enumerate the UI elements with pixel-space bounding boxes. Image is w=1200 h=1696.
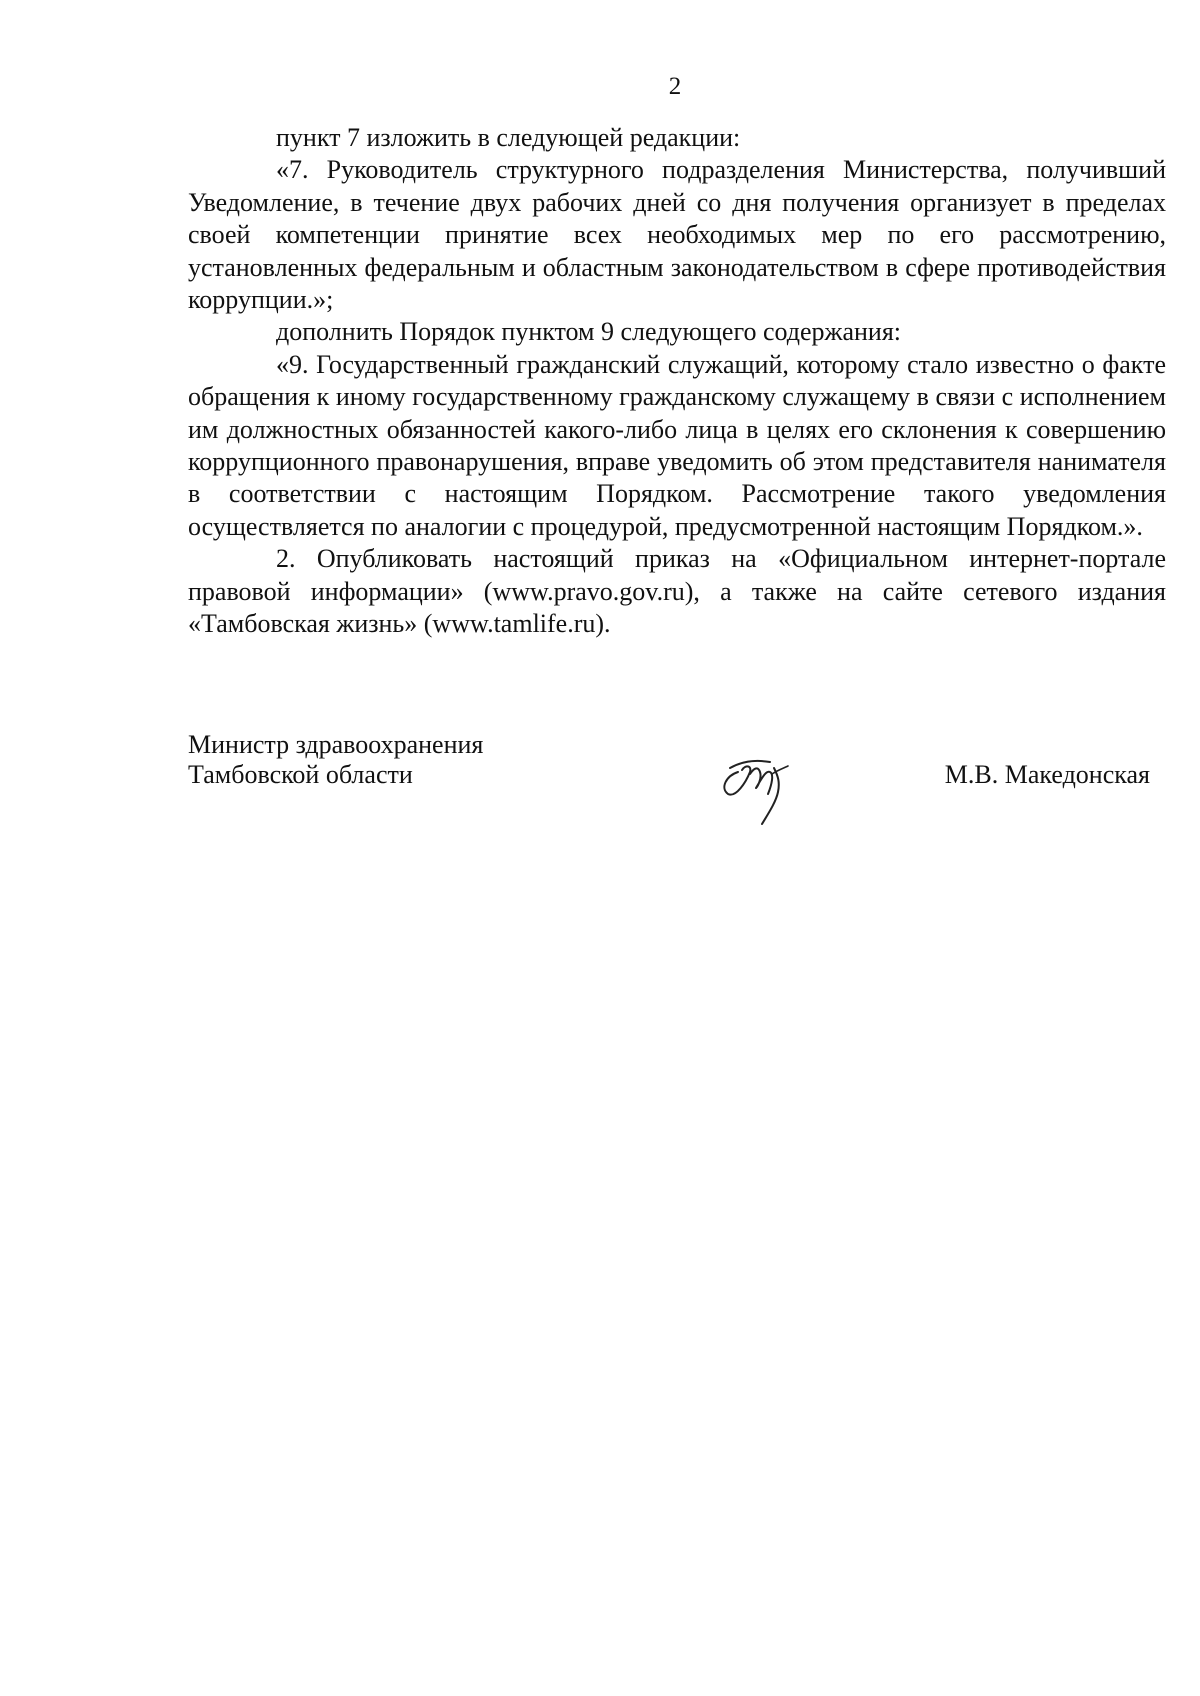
signer-position-line-2: Тамбовской области [188,760,413,789]
paragraph-amend-point-7: пункт 7 изложить в следующей редакции: [276,123,741,152]
signature-block [188,730,1166,860]
signer-name: М.В. Македонская [944,760,1150,789]
paragraph-add-point-9: дополнить Порядок пунктом 9 следующего содержания: [276,317,902,347]
paragraph-point-9-text: «9. Государственный гражданский служащий, которому стало известно о факте обращения к иному государственному гражданскому служащему в связи с исполнением им должностных обязанностей какого-либо лица в целях его склонения к совершению коррупционного правонарушения, вправе уведомить об этом представителя нанимателя в соответствии с настоящим Порядком. Рассмотрение такого уведомления осуществляется по аналогии с процедурой, предусмотренной настоящим Порядком.». [188,349,1166,541]
page-number: 2 [668,73,682,100]
document-body [188,122,1166,641]
signer-position-line-1: Министр здравоохранения [188,730,484,759]
paragraph-point-7-text: «7. Руководитель структурного подразделения Министерства, получивший Уведомление, в течение двух рабочих дней со дня получения организует в пределах своей компетенции принятие всех необходимых мер по его рассмотрению, установленных федеральным и областным законодательством в сфере противодействия коррупции.»; [188,155,1166,315]
handwritten-signature-icon [716,738,796,828]
paragraph-publication-order: 2. Опубликовать настоящий приказ на «Официальном интернет-портале правовой информации» (www.pravo.gov.ru), а также на сайте сетевого издания «Тамбовская жизнь» (www.tamlife.ru). [188,544,1166,639]
signer-position [188,730,483,790]
